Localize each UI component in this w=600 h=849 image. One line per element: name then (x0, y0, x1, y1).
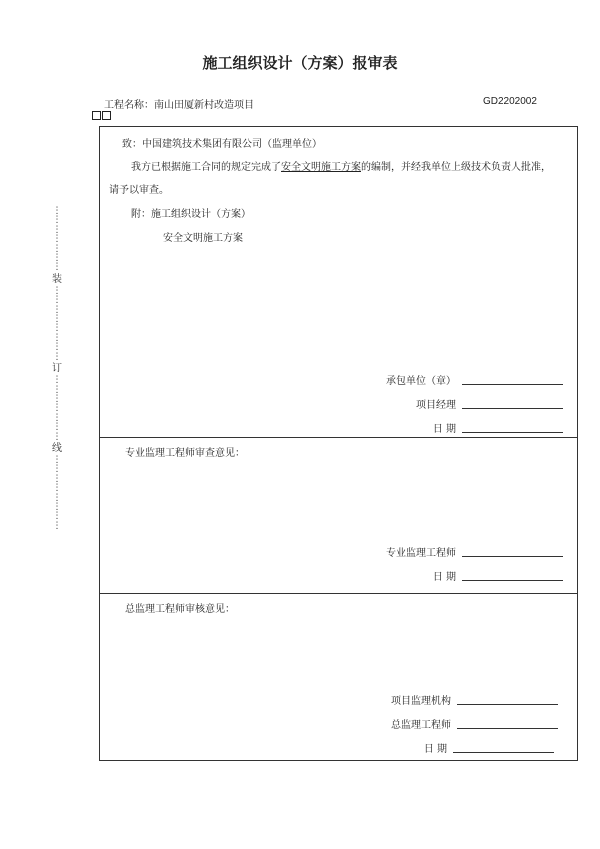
checkbox-square (92, 111, 101, 120)
contractor-signature-line[interactable] (462, 384, 563, 385)
chief-engineer-signature-line[interactable] (457, 728, 558, 729)
margin-dots: ⋮ ⋮ ⋮ ⋮ ⋮ ⋮ ⋮ ⋮ (52, 285, 62, 362)
margin-dots: ⋮ ⋮ ⋮ ⋮ ⋮ ⋮ ⋮ ⋮ (52, 454, 62, 531)
document-code: GD2202002 (483, 96, 537, 107)
engineer-review-heading: 专业监理工程师审查意见： (125, 448, 245, 459)
submission-body-line2: 请予以审查。 (109, 185, 169, 196)
plan-name-link: 安全文明施工方案 (281, 162, 361, 173)
form-title: 施工组织设计（方案）报审表 (202, 54, 398, 72)
date-label: 日 期 (432, 424, 456, 435)
binding-char: 线 (52, 442, 62, 454)
date-signature-line[interactable] (453, 752, 554, 753)
project-name-label: 工程名称： (104, 100, 154, 111)
binding-char: 装 (52, 273, 62, 285)
review-form (99, 126, 578, 761)
margin-dots: ⋮ ⋮ ⋮ ⋮ ⋮ ⋮ ⋮ (52, 206, 62, 273)
binding-char: 订 (52, 363, 62, 375)
addressee-line (122, 135, 322, 150)
engineer-signature-line[interactable] (462, 556, 563, 557)
project-manager-label: 项目经理 (416, 400, 456, 411)
date-signature-line[interactable] (462, 432, 563, 433)
margin-dots: ⋮ ⋮ ⋮ ⋮ ⋮ ⋮ ⋮ (52, 375, 62, 442)
date-label: 日 期 (423, 744, 447, 755)
supervision-org-signature-line[interactable] (457, 704, 558, 705)
chief-review-heading: 总监理工程师审核意见： (125, 604, 235, 615)
supervision-org-label: 项目监理机构 (391, 696, 451, 707)
binding-margin (50, 207, 64, 531)
project-manager-signature-line[interactable] (462, 408, 563, 409)
body-text: 我方已根据施工合同的规定完成了 (131, 162, 281, 173)
section-submission (100, 127, 577, 438)
attachment-label: 附：施工组织设计（方案） (131, 209, 251, 220)
checkbox-square (102, 111, 111, 120)
addressee-prefix: 致： (122, 139, 142, 150)
section-chief-review (100, 594, 577, 760)
date-label: 日 期 (432, 572, 456, 583)
contractor-label: 承包单位（章） (386, 376, 456, 387)
date-signature-line[interactable] (462, 580, 563, 581)
chief-engineer-label: 总监理工程师 (391, 720, 451, 731)
addressee-org: 中国建筑技术集团有限公司（监理单位） (142, 139, 322, 150)
header-boxes (92, 111, 112, 123)
section-engineer-review (100, 438, 577, 594)
attachment-item: 安全文明施工方案 (163, 233, 243, 244)
project-name-line (104, 96, 254, 111)
engineer-label: 专业监理工程师 (386, 548, 456, 559)
project-name-value: 南山田厦新村改造项目 (154, 100, 254, 111)
body-text: 的编制，并经我单位上级技术负责人批准， (361, 162, 551, 173)
submission-body (131, 158, 551, 173)
